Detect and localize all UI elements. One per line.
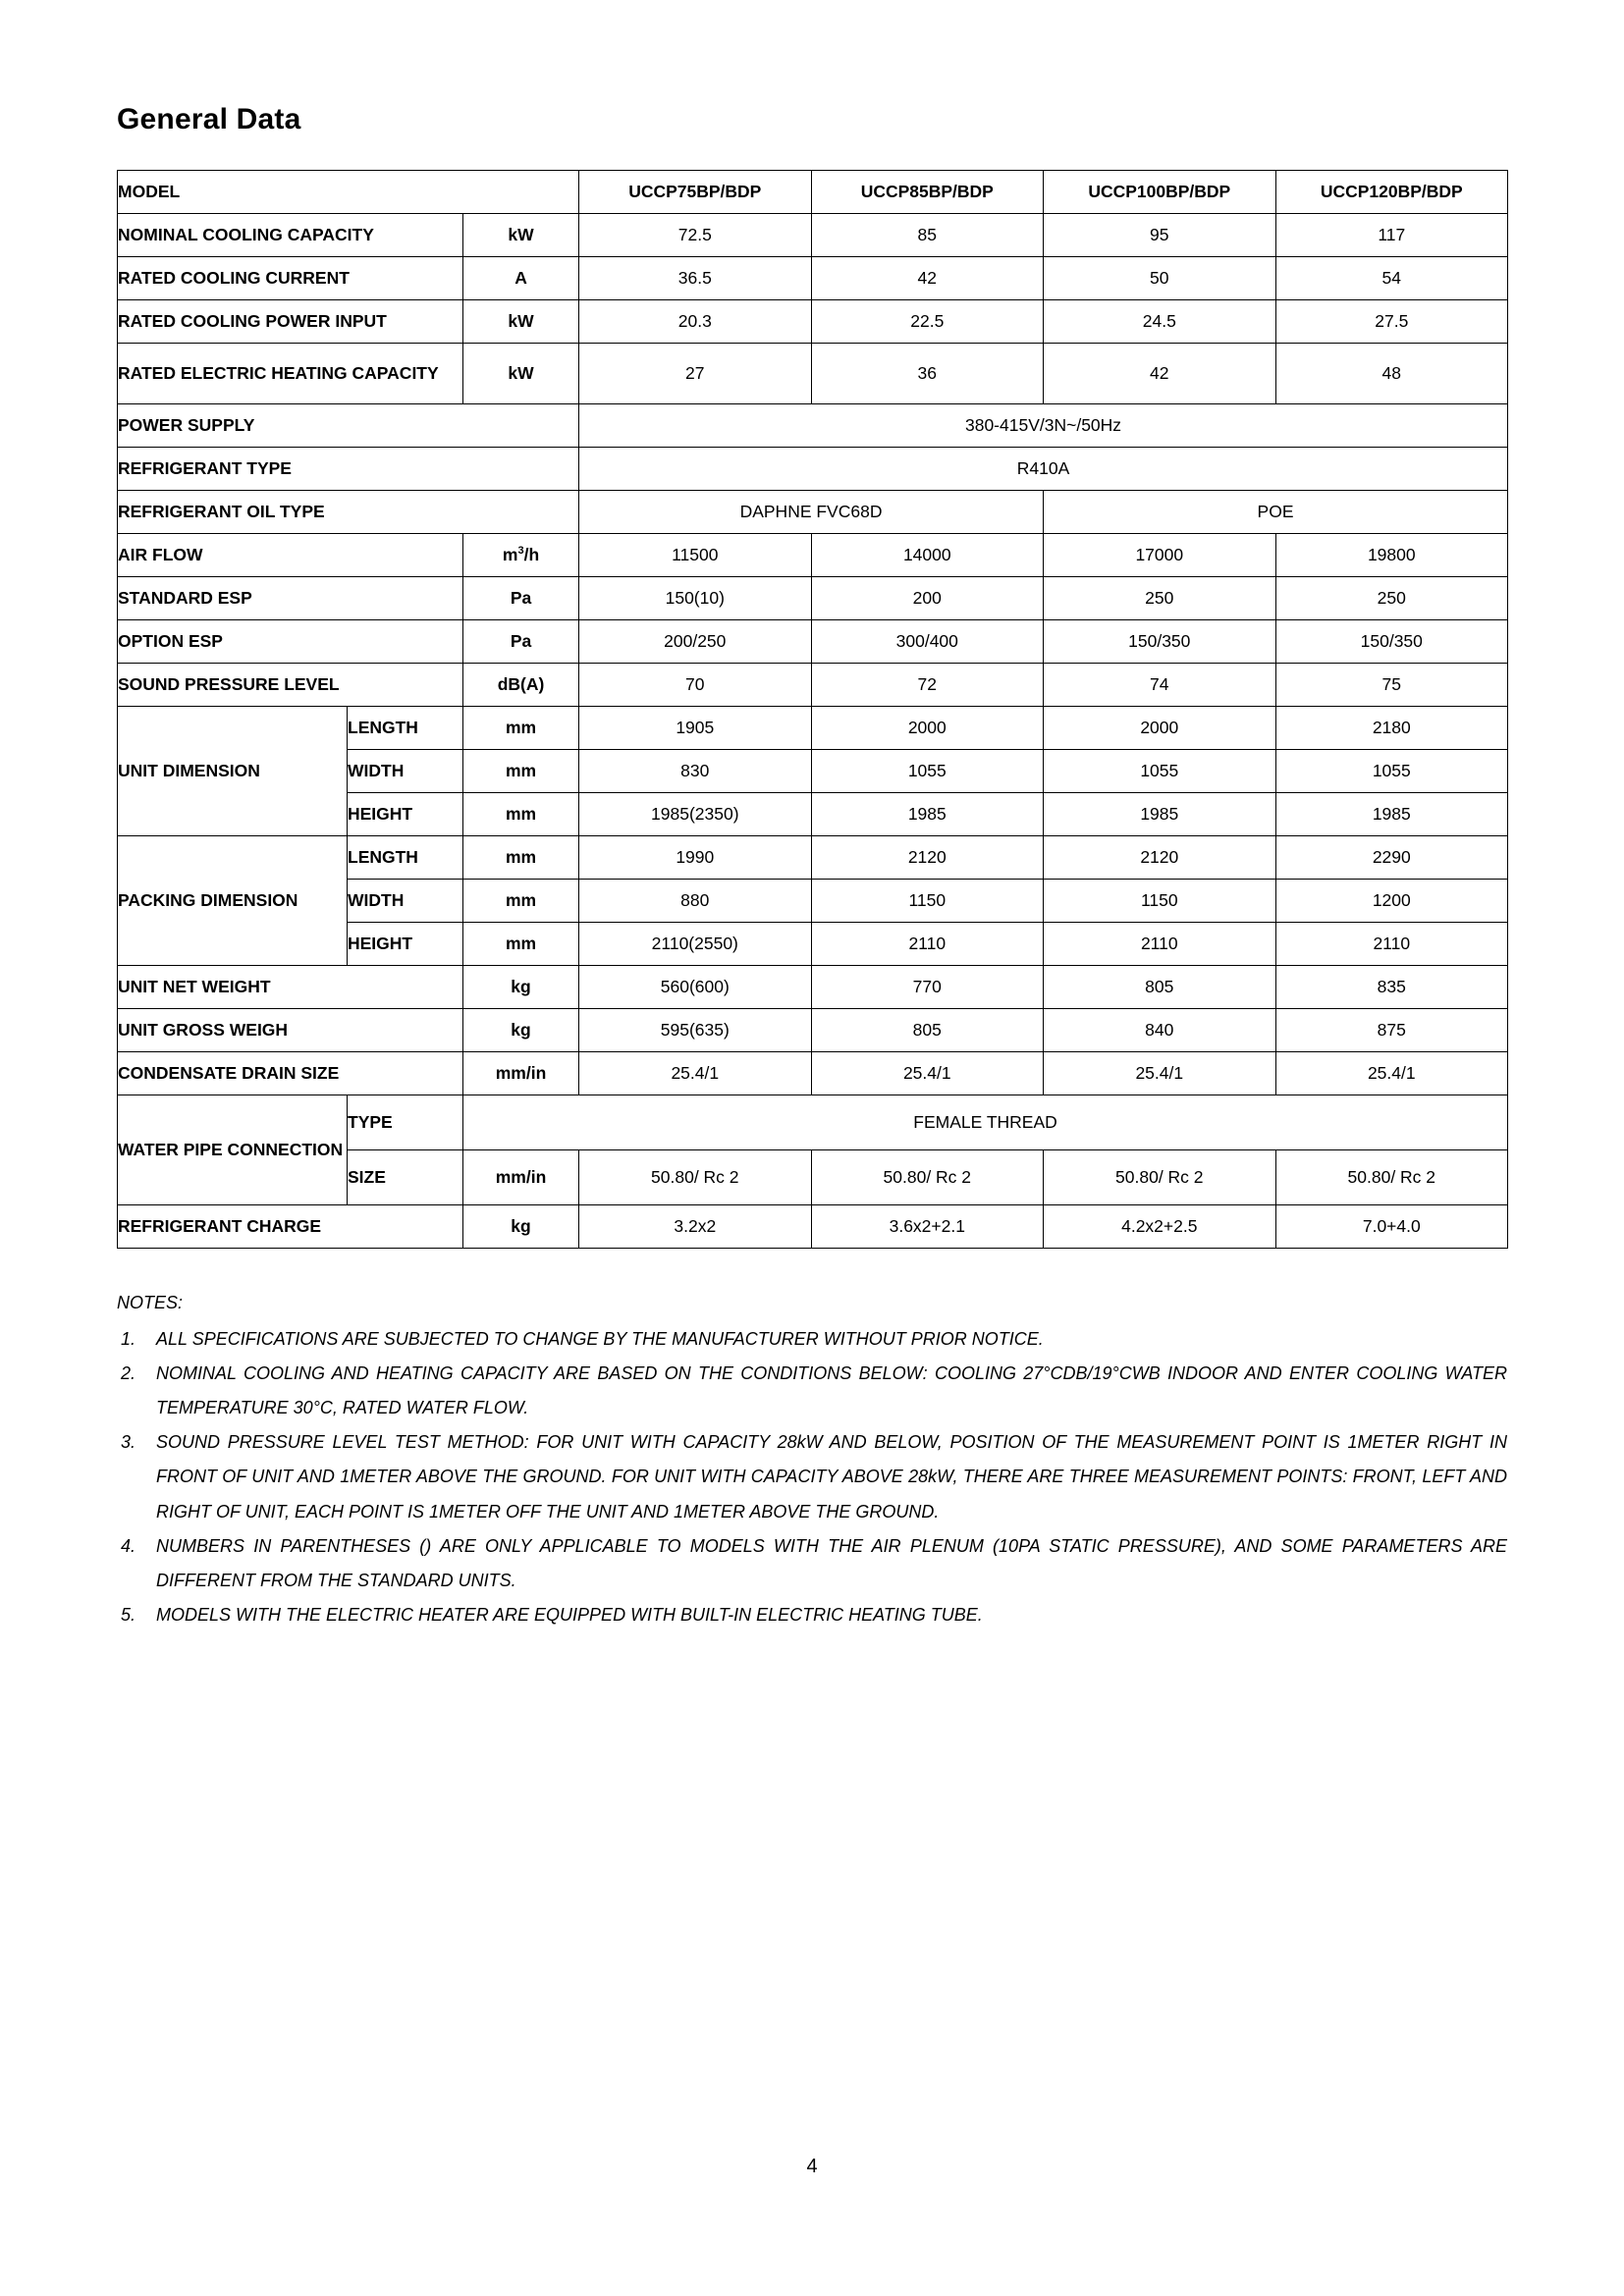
cell-value: 1150 — [811, 880, 1044, 923]
row-unit: dB(A) — [463, 664, 579, 707]
table-row — [118, 620, 1508, 664]
cell-value: 2110 — [811, 923, 1044, 966]
notes-section — [117, 1286, 1507, 1632]
row-label: NOMINAL COOLING CAPACITY — [118, 214, 463, 257]
note-number: 3. — [121, 1432, 136, 1453]
cell-value: 74 — [1044, 664, 1276, 707]
note-text: SOUND PRESSURE LEVEL TEST METHOD: FOR UNIT WITH CAPACITY 28kW AND BELOW, POSITION OF THE MEASUREMENT POINT IS 1METER RIGHT IN FRONT OF UNIT AND 1METER ABOVE THE GROUND. FOR UNIT WITH CAPACITY ABOVE 28kW, THERE ARE THREE MEASUREMENT POINTS: FRONT, LEFT AND RIGHT OF UNIT, EACH POINT IS 1METER OFF THE UNIT AND 1METER ABOVE THE GROUND. — [156, 1432, 1507, 1522]
cell-value: 805 — [1044, 966, 1276, 1009]
row-label: REFRIGERANT CHARGE — [118, 1205, 463, 1249]
note-number: 1. — [121, 1329, 136, 1350]
note-number: 5. — [121, 1604, 136, 1625]
table-row — [118, 1095, 1508, 1150]
cell-value: 150(10) — [579, 577, 812, 620]
cell-value: 200 — [811, 577, 1044, 620]
row-label: UNIT NET WEIGHT — [118, 966, 463, 1009]
header-model-1: UCCP75BP/BDP — [579, 171, 812, 214]
cell-value-merged-right: POE — [1044, 491, 1508, 534]
cell-value: 117 — [1275, 214, 1508, 257]
row-sublabel: LENGTH — [348, 836, 463, 880]
cell-value: 1985(2350) — [579, 793, 812, 836]
note-item — [117, 1529, 1507, 1598]
cell-value: 770 — [811, 966, 1044, 1009]
cell-value: 2110 — [1044, 923, 1276, 966]
note-item — [117, 1598, 1507, 1632]
note-number: 2. — [121, 1363, 136, 1384]
cell-value: 2290 — [1275, 836, 1508, 880]
cell-value: 85 — [811, 214, 1044, 257]
note-number: 4. — [121, 1535, 136, 1556]
cell-value: 50.80/ Rc 2 — [811, 1150, 1044, 1205]
cell-value-merged: 380-415V/3N~/50Hz — [579, 404, 1508, 448]
row-group-label-water-pipe-connection: WATER PIPE CONNECTION — [118, 1095, 348, 1205]
cell-value: 150/350 — [1275, 620, 1508, 664]
notes-list — [117, 1322, 1507, 1632]
row-sublabel: HEIGHT — [348, 793, 463, 836]
row-unit — [463, 534, 579, 577]
table-row — [118, 404, 1508, 448]
cell-value: 14000 — [811, 534, 1044, 577]
cell-value: 3.2x2 — [579, 1205, 812, 1249]
cell-value: 805 — [811, 1009, 1044, 1052]
cell-value: 2110 — [1275, 923, 1508, 966]
cell-value: 75 — [1275, 664, 1508, 707]
cell-value: 840 — [1044, 1009, 1276, 1052]
cell-value: 7.0+4.0 — [1275, 1205, 1508, 1249]
cell-value: 200/250 — [579, 620, 812, 664]
cell-value: 1990 — [579, 836, 812, 880]
cell-value: 1985 — [1275, 793, 1508, 836]
cell-value: 72.5 — [579, 214, 812, 257]
header-model-4: UCCP120BP/BDP — [1275, 171, 1508, 214]
cell-value: 25.4/1 — [579, 1052, 812, 1095]
row-label: RATED ELECTRIC HEATING CAPACITY — [118, 344, 463, 404]
row-label: STANDARD ESP — [118, 577, 463, 620]
cell-value: 1985 — [1044, 793, 1276, 836]
notes-heading: NOTES: — [117, 1293, 184, 1312]
cell-value: 3.6x2+2.1 — [811, 1205, 1044, 1249]
cell-value: 27.5 — [1275, 300, 1508, 344]
note-text: ALL SPECIFICATIONS ARE SUBJECTED TO CHANGE BY THE MANUFACTURER WITHOUT PRIOR NOTICE. — [156, 1329, 1044, 1350]
table-row — [118, 534, 1508, 577]
cell-value: 2110(2550) — [579, 923, 812, 966]
row-unit: mm — [463, 750, 579, 793]
note-text: NUMBERS IN PARENTHESES () ARE ONLY APPLICABLE TO MODELS WITH THE AIR PLENUM (10PA STATIC PRESSURE), AND SOME PARAMETERS ARE DIFFERENT FROM THE STANDARD UNITS. — [156, 1535, 1507, 1590]
table-row — [118, 836, 1508, 880]
cell-value: 2120 — [1044, 836, 1276, 880]
row-unit: kg — [463, 1009, 579, 1052]
row-unit: kW — [463, 344, 579, 404]
cell-value: 2120 — [811, 836, 1044, 880]
cell-value: 300/400 — [811, 620, 1044, 664]
row-unit: mm — [463, 793, 579, 836]
row-sublabel: HEIGHT — [348, 923, 463, 966]
row-sublabel: TYPE — [348, 1095, 463, 1150]
cell-value: 4.2x2+2.5 — [1044, 1205, 1276, 1249]
row-label: REFRIGERANT TYPE — [118, 448, 579, 491]
cell-value: 36.5 — [579, 257, 812, 300]
cell-value: 50.80/ Rc 2 — [1275, 1150, 1508, 1205]
cell-value: 2000 — [1044, 707, 1276, 750]
table-row — [118, 344, 1508, 404]
row-sublabel: WIDTH — [348, 880, 463, 923]
row-unit: kg — [463, 1205, 579, 1249]
cell-value: 42 — [1044, 344, 1276, 404]
header-model-3: UCCP100BP/BDP — [1044, 171, 1276, 214]
table-row — [118, 664, 1508, 707]
table-row — [118, 1205, 1508, 1249]
cell-value: 1985 — [811, 793, 1044, 836]
table-row — [118, 214, 1508, 257]
cell-value: 1150 — [1044, 880, 1276, 923]
row-label: SOUND PRESSURE LEVEL — [118, 664, 463, 707]
cell-value: 150/350 — [1044, 620, 1276, 664]
row-unit: A — [463, 257, 579, 300]
row-label: RATED COOLING CURRENT — [118, 257, 463, 300]
table-row — [118, 1052, 1508, 1095]
cell-value: 1055 — [811, 750, 1044, 793]
cell-value: 42 — [811, 257, 1044, 300]
cell-value: 560(600) — [579, 966, 812, 1009]
cell-value: 2000 — [811, 707, 1044, 750]
cell-value: 24.5 — [1044, 300, 1276, 344]
table-row — [118, 491, 1508, 534]
cell-value: 595(635) — [579, 1009, 812, 1052]
cell-value: 250 — [1275, 577, 1508, 620]
cell-value: 875 — [1275, 1009, 1508, 1052]
row-label: POWER SUPPLY — [118, 404, 579, 448]
general-data-table — [117, 170, 1508, 1249]
row-unit: mm/in — [463, 1150, 579, 1205]
note-item — [117, 1322, 1507, 1357]
row-unit: kW — [463, 214, 579, 257]
cell-value: 36 — [811, 344, 1044, 404]
row-unit: mm — [463, 923, 579, 966]
cell-value: 20.3 — [579, 300, 812, 344]
note-item — [117, 1425, 1507, 1528]
table-row — [118, 966, 1508, 1009]
table-row — [118, 577, 1508, 620]
note-text: MODELS WITH THE ELECTRIC HEATER ARE EQUIPPED WITH BUILT-IN ELECTRIC HEATING TUBE. — [156, 1604, 983, 1625]
row-sublabel: SIZE — [348, 1150, 463, 1205]
unit-superscript: 3 — [517, 545, 524, 558]
table-row — [118, 257, 1508, 300]
note-item — [117, 1357, 1507, 1425]
cell-value: 95 — [1044, 214, 1276, 257]
cell-value: 880 — [579, 880, 812, 923]
row-unit: mm — [463, 880, 579, 923]
cell-value: 17000 — [1044, 534, 1276, 577]
cell-value: 2180 — [1275, 707, 1508, 750]
row-label: UNIT GROSS WEIGH — [118, 1009, 463, 1052]
cell-value: 11500 — [579, 534, 812, 577]
cell-value: 25.4/1 — [1275, 1052, 1508, 1095]
cell-value: 1055 — [1044, 750, 1276, 793]
cell-value: 48 — [1275, 344, 1508, 404]
row-unit: kg — [463, 966, 579, 1009]
row-unit: Pa — [463, 620, 579, 664]
page-number: 4 — [806, 2156, 818, 2177]
cell-value: 25.4/1 — [1044, 1052, 1276, 1095]
row-unit: mm — [463, 836, 579, 880]
cell-value-merged: R410A — [579, 448, 1508, 491]
cell-value: 830 — [579, 750, 812, 793]
row-unit: mm/in — [463, 1052, 579, 1095]
cell-value: 50.80/ Rc 2 — [579, 1150, 812, 1205]
row-group-label-unit-dimension: UNIT DIMENSION — [118, 707, 348, 836]
table-header-row — [118, 171, 1508, 214]
cell-value: 1200 — [1275, 880, 1508, 923]
row-unit: Pa — [463, 577, 579, 620]
row-sublabel: WIDTH — [348, 750, 463, 793]
cell-value: 25.4/1 — [811, 1052, 1044, 1095]
header-model-2: UCCP85BP/BDP — [811, 171, 1044, 214]
cell-value: 1055 — [1275, 750, 1508, 793]
row-label: REFRIGERANT OIL TYPE — [118, 491, 579, 534]
row-label: OPTION ESP — [118, 620, 463, 664]
row-label: RATED COOLING POWER INPUT — [118, 300, 463, 344]
cell-value: 72 — [811, 664, 1044, 707]
table-row — [118, 448, 1508, 491]
row-unit: mm — [463, 707, 579, 750]
row-unit: kW — [463, 300, 579, 344]
cell-value: 27 — [579, 344, 812, 404]
cell-value: 50 — [1044, 257, 1276, 300]
page-title: General Data — [117, 103, 301, 135]
cell-value: 835 — [1275, 966, 1508, 1009]
table-row — [118, 707, 1508, 750]
row-sublabel: LENGTH — [348, 707, 463, 750]
note-text: NOMINAL COOLING AND HEATING CAPACITY ARE BASED ON THE CONDITIONS BELOW: COOLING 27°CDB/19°CWB INDOOR AND ENTER COOLING WATER TEMPERATURE 30°C, RATED WATER FLOW. — [156, 1363, 1507, 1418]
header-label: MODEL — [118, 171, 579, 214]
cell-value: 54 — [1275, 257, 1508, 300]
cell-value-merged: FEMALE THREAD — [463, 1095, 1508, 1150]
table-row — [118, 300, 1508, 344]
row-group-label-packing-dimension: PACKING DIMENSION — [118, 836, 348, 966]
row-label: AIR FLOW — [118, 534, 463, 577]
table-row — [118, 1009, 1508, 1052]
cell-value: 250 — [1044, 577, 1276, 620]
cell-value: 22.5 — [811, 300, 1044, 344]
unit-base: m — [502, 545, 518, 564]
row-label: CONDENSATE DRAIN SIZE — [118, 1052, 463, 1095]
unit-suffix: /h — [523, 545, 540, 564]
cell-value: 50.80/ Rc 2 — [1044, 1150, 1276, 1205]
cell-value: 1905 — [579, 707, 812, 750]
cell-value-merged-left: DAPHNE FVC68D — [579, 491, 1044, 534]
cell-value: 70 — [579, 664, 812, 707]
cell-value: 19800 — [1275, 534, 1508, 577]
